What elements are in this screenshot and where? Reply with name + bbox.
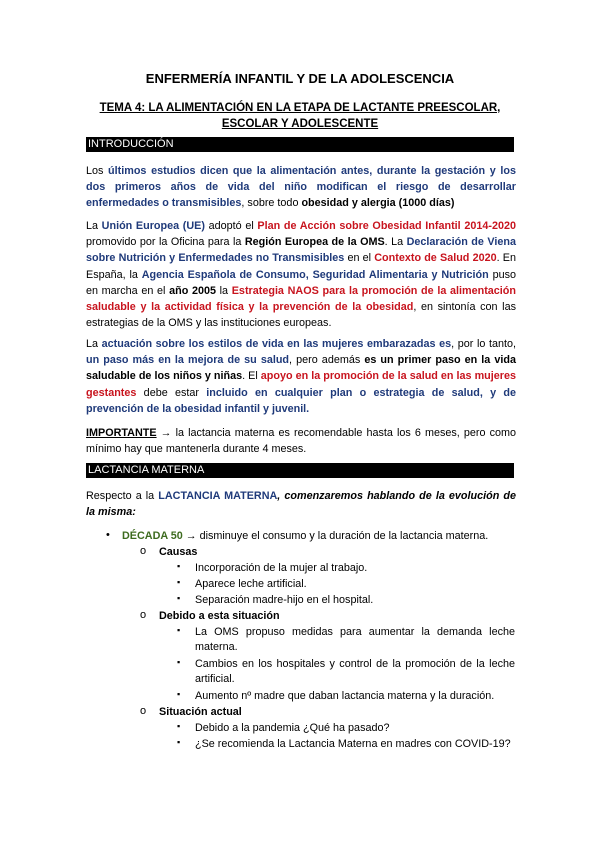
p3-text-e: , pero además (289, 354, 365, 367)
p3-text-b: actuación sobre los estilos de vida en las mujeres embarazadas es (101, 338, 452, 350)
decada-line (122, 529, 488, 544)
p2-text-o: la (215, 284, 232, 297)
causas-heading: Causas (159, 546, 198, 558)
bullet-square: ▪ (177, 593, 181, 603)
p2-text-h: Declaración de Viena sobre Nutrición y Enfermedades no Transmisibles (86, 236, 516, 265)
debido-heading: Debido a esta situación (159, 610, 280, 622)
p5-text-a: Respecto a la (86, 490, 159, 502)
p3-text-d: un paso más en la mejora de su salud (86, 354, 290, 367)
paragraph-3 (86, 336, 516, 417)
p2-text-c: adoptó el (204, 220, 258, 232)
p1-text-d: obesidad y alergia (1000 días) (301, 197, 455, 210)
bullet-square: ▪ (177, 657, 181, 667)
p3-text-g: . El (242, 370, 261, 383)
p5-text-c: , comenzaremos hablando de la evolución de la misma: (86, 490, 516, 519)
important-label: IMPORTANTE (86, 427, 157, 439)
p2-text-m: puso en marcha en el (86, 268, 517, 297)
p2-text-g: . La (384, 236, 407, 249)
p2-text-l: Agencia Española de Consumo, Seguridad Alimentaria y Nutrición (141, 268, 489, 281)
paragraph-lactancia-intro (86, 488, 516, 520)
p2-text-d: Plan de Acción sobre Obesidad Infantil 2014-2020 (257, 220, 516, 232)
bullet-circle: o (140, 705, 147, 717)
decada-text: → disminuye el consumo y la duración de la lactancia materna. (182, 530, 489, 542)
p3-text-c: , por lo tanto, (451, 338, 516, 350)
decada-label: DÉCADA 50 (122, 530, 183, 542)
document-title: ENFERMERÍA INFANTIL Y DE LA ADOLESCENCIA (145, 71, 455, 86)
paragraph-important (86, 425, 516, 457)
debido-item: Aumento nº madre que daban lactancia materna y la duración. (195, 690, 495, 702)
section-header-lactancia: LACTANCIA MATERNA (86, 463, 514, 478)
p3-text-h: apoyo en la promoción de la salud en las mujeres gestantes (86, 370, 516, 399)
document-subtitle: TEMA 4: LA ALIMENTACIÓN EN LA ETAPA DE LACTANTE PREESCOLAR, ESCOLAR Y ADOLESCENTE (99, 102, 501, 130)
bullet-square: ▪ (177, 625, 181, 635)
p3-text-j: incluido en cualquier plan o estrategia de salud, y de prevención de la obesidad infantil y juvenil. (86, 386, 516, 415)
p2-text-i: en el (344, 252, 375, 265)
p3-text-a: La (86, 338, 102, 350)
actual-item: ¿Se recomienda la Lactancia Materna en madres con COVID-19? (195, 738, 511, 750)
p2-text-n: año 2005 (169, 284, 216, 297)
section-header-intro: INTRODUCCIÓN (86, 137, 514, 152)
important-text: → la lactancia materna es recomendable hasta los 6 meses, pero como mínimo hay que mantenerla durante 4 meses. (86, 427, 516, 456)
causas-item: Aparece leche artificial. (195, 578, 307, 590)
actual-heading: Situación actual (159, 706, 242, 718)
bullet-dot: • (106, 529, 110, 541)
causas-item: Separación madre-hijo en el hospital. (195, 594, 374, 606)
p2-text-a: La (86, 220, 102, 232)
p2-text-k: . En España, la (86, 252, 516, 281)
bullet-square: ▪ (177, 561, 181, 571)
p3-text-i: debe estar (136, 386, 207, 399)
p1-text-c: , sobre todo (241, 197, 302, 210)
bullet-square: ▪ (177, 577, 181, 587)
bullet-square: ▪ (177, 689, 181, 699)
bullet-circle: o (140, 545, 147, 557)
debido-item: Cambios en los hospitales y control de la promoción de la leche artificial. (195, 658, 515, 685)
bullet-circle: o (140, 609, 147, 621)
p2-text-q: , en sintonía con las estrategias de la OMS y las instituciones europeas. (86, 301, 516, 330)
bullet-square: ▪ (177, 737, 181, 747)
actual-item: Debido a la pandemia ¿Qué ha pasado? (195, 722, 390, 734)
p2-text-p: Estrategia NAOS para la promoción de la alimentación saludable y la actividad física y la prevención de la obesidad (86, 284, 516, 314)
p1-text-b: últimos estudios dicen que la alimentación antes, durante la gestación y los dos primeros años de vida del niño modifican el riesgo de desarrollar enfermedades o transmisibles (86, 165, 516, 210)
p5-text-b: LACTANCIA MATERNA (158, 490, 278, 502)
causas-item: Incorporación de la mujer al trabajo. (195, 562, 368, 574)
p2-text-f: Región Europea de la OMS (244, 236, 385, 249)
paragraph-2 (86, 218, 516, 331)
p2-text-j: Contexto de Salud 2020 (374, 252, 497, 265)
p1-text-a: Los (86, 165, 109, 177)
bullet-square: ▪ (177, 721, 181, 731)
p3-text-f: es un primer paso en la vida saludable de los niños y niñas (86, 354, 516, 383)
debido-item: La OMS propuso medidas para aumentar la demanda leche materna. (195, 626, 515, 653)
paragraph-1 (86, 163, 516, 212)
p2-text-b: Unión Europea (UE) (101, 220, 205, 232)
p2-text-e: promovido por la Oficina para la (86, 236, 245, 249)
